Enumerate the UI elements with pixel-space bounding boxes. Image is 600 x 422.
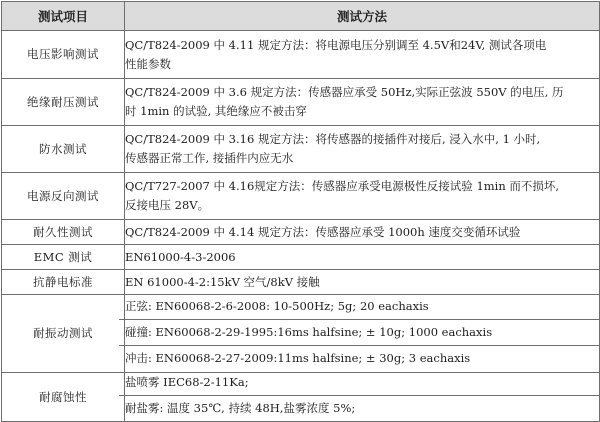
test-method-vibration bbox=[125, 295, 600, 373]
test-item-durability: 耐久性测试 bbox=[2, 220, 125, 245]
test-method-corrosion bbox=[125, 373, 600, 422]
method-line: 碰撞: EN60068-2-29-1995:16ms halfsine; ± 10g; 1000 eachaxis bbox=[119, 319, 600, 345]
header-test-item: 测试项目 bbox=[2, 2, 125, 31]
test-item-waterproof: 防水测试 bbox=[2, 126, 125, 173]
test-item-emc: EMC 测试 bbox=[2, 245, 125, 270]
method-line: EN 61000-4-2:15kV 空气/8kV 接触 bbox=[125, 274, 320, 289]
table-row bbox=[2, 270, 600, 295]
method-line: 反接电压 28V。 bbox=[125, 198, 210, 212]
table-row bbox=[2, 31, 600, 79]
test-method-insulation-voltage bbox=[125, 79, 600, 126]
header-test-method: 测试方法 bbox=[125, 2, 600, 31]
test-item-voltage-influence: 电压影响测试 bbox=[2, 31, 125, 79]
method-line: 传感器正常工作, 接插件内应无水 bbox=[125, 151, 294, 165]
test-item-antistatic: 抗静电标准 bbox=[2, 270, 125, 295]
method-line: QC/T727-2007 中 4.16规定方法：传感器应承受电源极性反接试验 1min 而不损坏, bbox=[125, 179, 560, 193]
test-method-antistatic bbox=[125, 270, 600, 295]
test-method-reverse-polarity bbox=[125, 173, 600, 220]
test-method-waterproof bbox=[125, 126, 600, 173]
test-method-voltage-influence bbox=[125, 31, 600, 79]
method-line: 耐盐雾: 温度 35℃, 持续 48H,盐雾浓度 5%; bbox=[119, 395, 600, 421]
table-row bbox=[2, 126, 600, 173]
method-line: QC/T824-2009 中 4.11 规定方法：将电源电压分别调至 4.5V和24V, 测试各项电 bbox=[125, 37, 547, 52]
table-row bbox=[2, 295, 600, 373]
method-line: QC/T824-2009 中 3.6 规定方法：传感器应承受 50Hz,实际正弦波 550V 的电压, 历 bbox=[125, 85, 564, 99]
method-line: QC/T824-2009 中 4.14 规定方法：传感器应承受 1000h 速度交变循环试验 bbox=[125, 224, 521, 239]
table-row bbox=[2, 79, 600, 126]
table-row bbox=[2, 373, 600, 422]
test-method-emc bbox=[125, 245, 600, 270]
table-row bbox=[2, 245, 600, 270]
method-line: 盐喷雾 IEC68-2-11Ka; bbox=[125, 375, 249, 389]
method-line: 冲击: EN60068-2-27-2009:11ms halfsine; ± 30g; 3 eachaxis bbox=[119, 345, 600, 371]
method-line: 时 1min 的试验, 其绝缘应不被击穿 bbox=[125, 104, 307, 118]
header-row bbox=[2, 2, 600, 31]
table-row bbox=[2, 173, 600, 220]
method-line: 正弦: EN60068-2-6-2008: 10-500Hz; 5g; 20 eachaxis bbox=[125, 298, 429, 313]
method-line: EN61000-4-3-2006 bbox=[125, 249, 236, 264]
method-line: QC/T824-2009 中 3.16 规定方法：将传感器的接插件对接后, 浸入水中, 1 小时, bbox=[125, 132, 541, 146]
test-item-reverse-polarity: 电源反向测试 bbox=[2, 173, 125, 220]
test-method-durability bbox=[125, 220, 600, 245]
test-item-corrosion: 耐腐蚀性 bbox=[2, 373, 125, 422]
method-line: 性能参数 bbox=[125, 56, 171, 71]
test-item-vibration: 耐振动测试 bbox=[2, 295, 125, 373]
test-item-insulation-voltage: 绝缘耐压测试 bbox=[2, 79, 125, 126]
test-spec-table bbox=[1, 1, 600, 422]
table-row bbox=[2, 220, 600, 245]
